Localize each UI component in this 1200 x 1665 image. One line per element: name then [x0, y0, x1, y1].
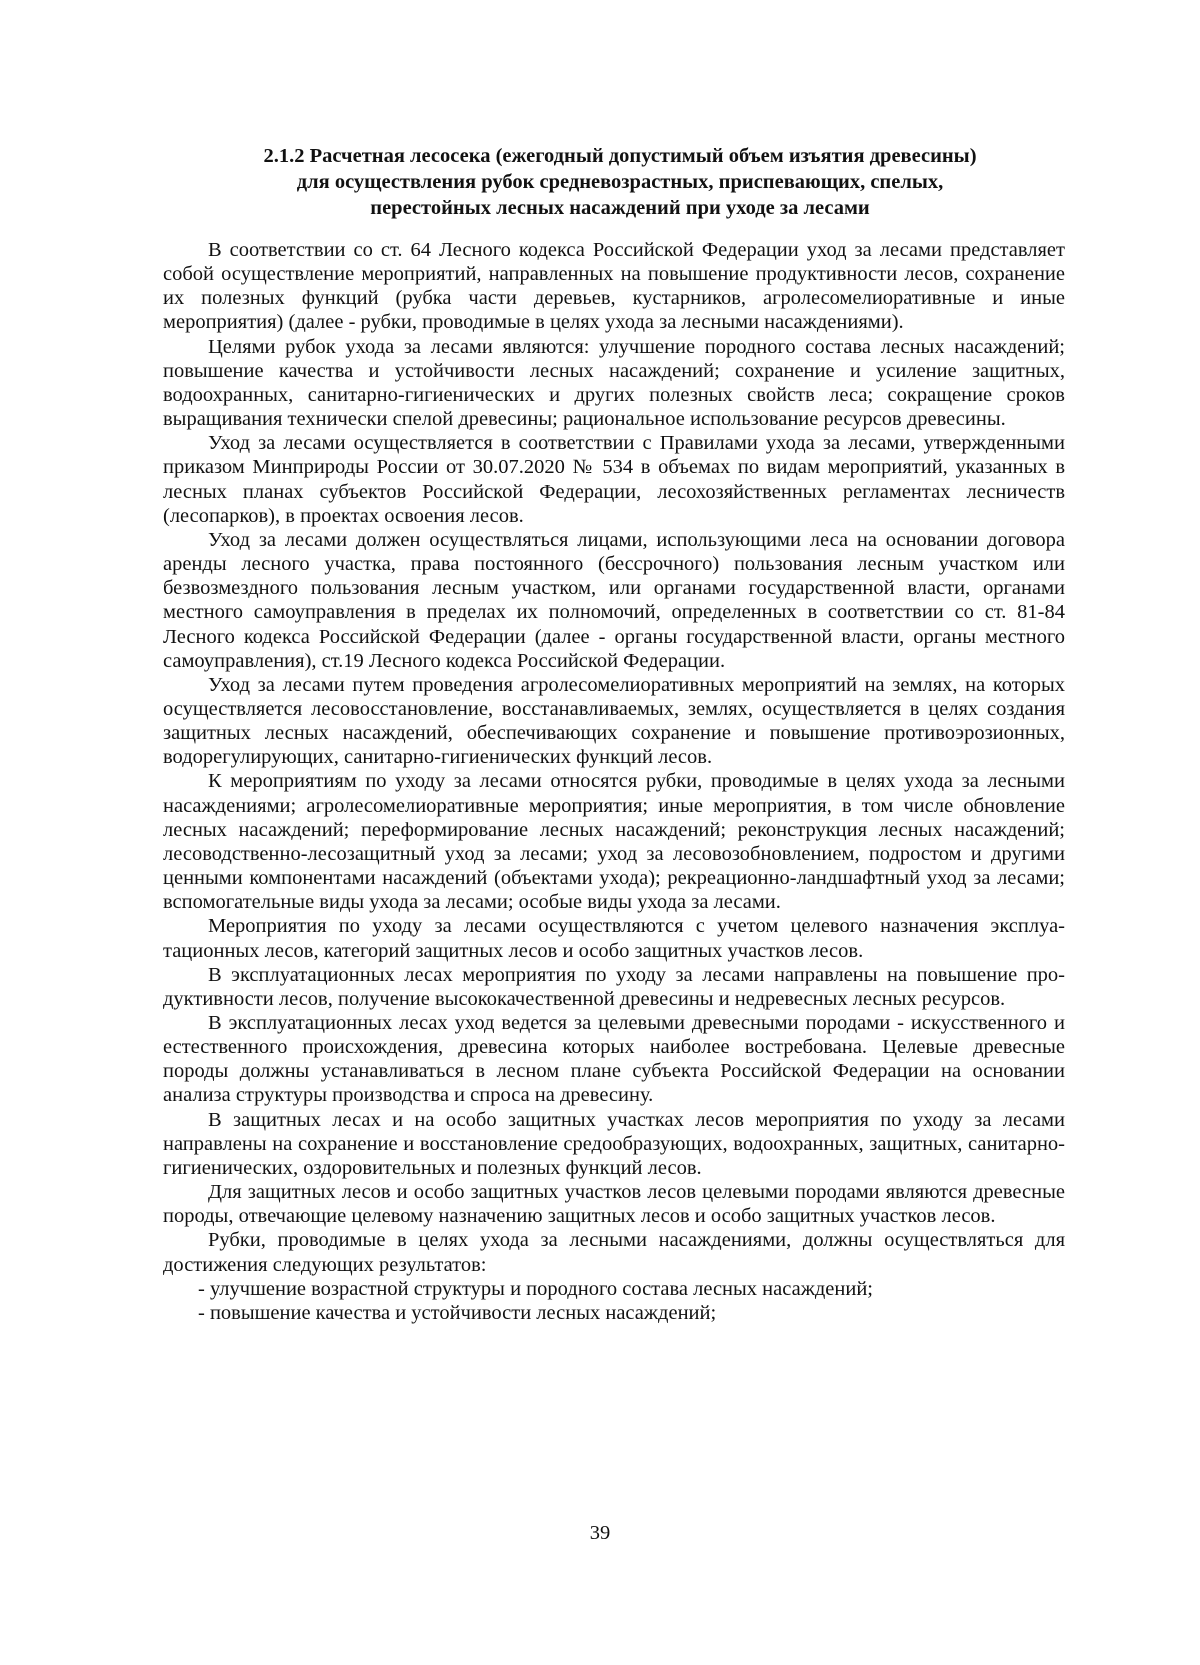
paragraph: Для защитных лесов и особо защитных участков лесов целевыми породами являются древесные породы, отвечающие целевому назначению защитных лесов и особо защитных участков лесов. [163, 1181, 1065, 1228]
list-item: - повышение качества и устойчивости лесных насаждений; [198, 1301, 717, 1324]
page-number: 39 [589, 1522, 611, 1544]
paragraph: Мероприятия по уходу за лесами осуществляются с учетом целевого назначения эксплуатационных лесов, категорий защитных лесов и особо защитных участков лесов. [163, 915, 1065, 962]
section-heading [150, 143, 1090, 221]
paragraph: В эксплуатационных лесах мероприятия по уходу за лесами направлены на повышение продуктивности лесов, получение высококачественной древесины и недревесных лесных ресурсов. [163, 963, 1065, 1010]
paragraph: В эксплуатационных лесах уход ведется за целевыми древесными породами - искусственного и естественного происхождения, древесина которых наиболее востребована. Целевые древесные породы должны устанавливаться в лесном плане субъекта Российской Федерации на основании анализа структуры производства и спроса на древесину. [163, 1012, 1065, 1107]
heading-line: для осуществления рубок средневозрастных, приспевающих, спелых, [296, 171, 944, 193]
list-item: - улучшение возрастной структуры и породного состава лесных насаждений; [198, 1277, 873, 1300]
paragraph: В защитных лесах и на особо защитных участках лесов мероприятия по уходу за лесами направлены на сохранение и восстановление средообразующих, водоохранных, защитных, санитарно-гигиенических, оздоровительных и полезных функций лесов. [163, 1108, 1065, 1179]
paragraph: Уход за лесами должен осуществляться лицами, использующими леса на основании договора аренды лесного участка, права постоянного (бессрочного) пользования лесным участком или безвозмездного пользования лесным участком, или органами государственной власти, органами местного самоуправления в пределах их полномочий, определенных в соответствии со ст. 81-84 Лесного кодекса Российской Федерации (далее - органы государственной власти, органы местного самоуправления), ст.19 Лесного кодекса Российской Федерации. [163, 528, 1065, 672]
paragraph: К мероприятиям по уходу за лесами относятся рубки, проводимые в целях ухода за лесными насаждениями; агролесомелиоративные мероприятия; иные мероприятия, в том числе обновление лесных насаждений; переформирование лесных насаждений; реконструкция лесных насаждений; лесоводственно-лесозащитный уход за лесами; уход за лесовозобновлением, подростом и другими ценными компонентами насаждений (объектами ухода); рекреационно-ландшафтный уход за лесами; вспомогательные виды ухода за лесами; особые виды ухода за лесами. [163, 770, 1065, 914]
body-text [163, 238, 1065, 1325]
heading-line: 2.1.2 Расчетная лесосека (ежегодный допустимый объем изъятия древесины) [263, 145, 977, 167]
paragraph: Целями рубок ухода за лесами являются: улучшение породного состава лесных насаждений; повышение качества и устойчивости лесных насаждений; сохранение и усиление защитных, водоохранных, санитарно-гигиенических и других полезных свойств леса; сокращение сроков выращивания технически спелой древесины; рациональное использование ресурсов древесины. [163, 335, 1065, 431]
paragraph: Рубки, проводимые в целях ухода за лесными насаждениями, должны осуществляться для достижения следующих результатов: [163, 1229, 1065, 1276]
paragraph: В соответствии со ст. 64 Лесного кодекса Российской Федерации уход за лесами представляет собой осуществление мероприятий, направленных на повышение продуктивности лесов, сохранение их полезных функций (рубка части деревьев, кустарников, агролесомелиоративные и иные мероприятия) (далее - рубки, проводимые в целях ухода за лесными насаждениями). [163, 239, 1065, 334]
paragraph: Уход за лесами осуществляется в соответствии с Правилами ухода за лесами, утвержденными приказом Минприроды России от 30.07.2020 № 534 в объемах по видам мероприятий, указанных в лесных планах субъектов Российской Федерации, лесохозяйственных регламентах лесничеств (лесопарков), в проектах освоения лесов. [163, 432, 1065, 527]
paragraph: Уход за лесами путем проведения агролесомелиоративных мероприятий на землях, на которых осуществляется лесовосстановление, восстанавливаемых, землях, осуществляется в целях создания защитных лесных насаждений, обеспечивающих сохранение и повышение противоэрозионных, водорегулирующих, санитарно-гигиенических функций лесов. [163, 673, 1065, 769]
heading-line: перестойных лесных насаждений при уходе за лесами [370, 197, 870, 219]
